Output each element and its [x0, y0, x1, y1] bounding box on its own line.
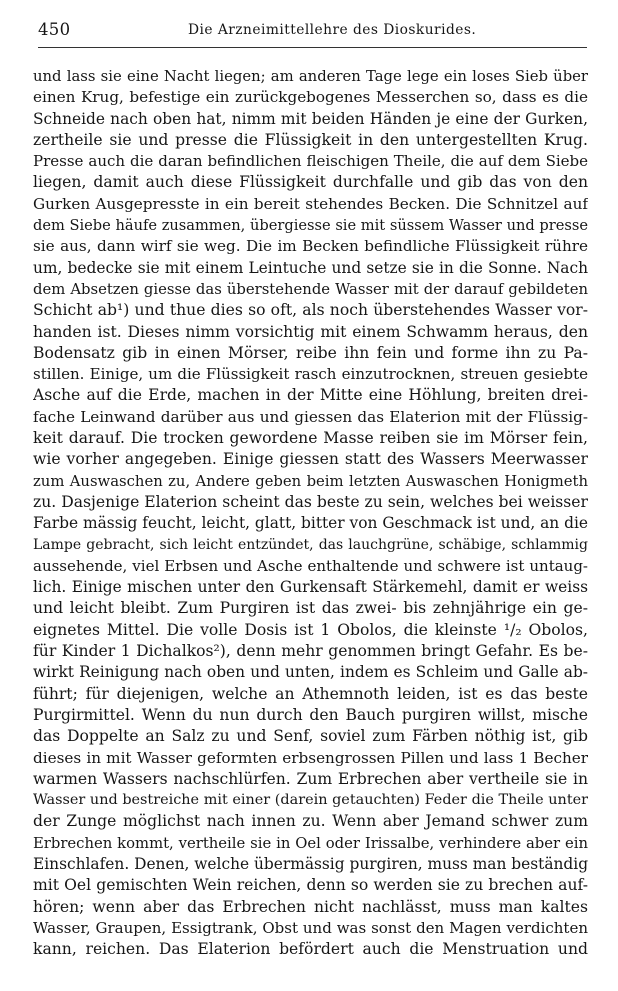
text-line: fache Leinwand darüber aus und giessen das Elaterion mit der Flüssig- — [33, 407, 588, 426]
body-text — [33, 66, 588, 960]
text-line: eignetes Mittel. Die volle Dosis ist 1 Obolos, die kleinste ¹/₂ Obolos, — [33, 620, 588, 639]
text-line: Einschlafen. Denen, welche übermässig purgiren, muss man beständig — [33, 854, 588, 873]
running-title: Die Arzneimittellehre des Dioskurides. — [188, 22, 477, 38]
text-line: Gurken Ausgepresste in ein bereit stehendes Becken. Die Schnitzel auf — [33, 194, 588, 213]
text-line: zertheile sie und presse die Flüssigkeit in den untergestellten Krug. — [33, 130, 588, 149]
text-line: führt; für diejenigen, welche an Athemnoth leiden, ist es das beste — [33, 684, 588, 703]
text-line: stillen. Einige, um die Flüssigkeit rasch einzutrocknen, streuen gesiebte — [33, 365, 588, 384]
text-line: wirkt Reinigung nach oben und unten, indem es Schleim und Galle ab- — [33, 663, 588, 682]
text-line: Asche auf die Erde, machen in der Mitte eine Höhlung, breiten drei- — [33, 386, 588, 405]
text-line: Wasser und bestreiche mit einer (darein getauchten) Feder die Theile unter — [33, 792, 588, 809]
text-line: Purgirmittel. Wenn du nun durch den Bauch purgiren willst, mische — [33, 705, 588, 724]
text-line: hören; wenn aber das Erbrechen nicht nachlässt, muss man kaltes — [33, 897, 588, 916]
text-line: aussehende, viel Erbsen und Asche enthaltende und schwere ist untaug- — [33, 556, 588, 575]
header-rule — [38, 47, 587, 48]
text-line: dieses in mit Wasser geformten erbsengrossen Pillen und lass 1 Becher — [33, 748, 588, 767]
text-line: Erbrechen kommt, vertheile sie in Oel oder Irissalbe, verhindere aber ein — [33, 834, 588, 852]
text-line: wie vorher angegeben. Einige giessen statt des Wassers Meerwasser — [33, 450, 588, 469]
page-number: 450 — [38, 20, 71, 39]
text-line: und lass sie eine Nacht liegen; am anderen Tage lege ein loses Sieb über — [33, 68, 588, 85]
text-line: für Kinder 1 Dichalkos²), denn mehr genommen bringt Gefahr. Es be- — [33, 642, 588, 661]
text-line: handen ist. Dieses nimm vorsichtig mit einem Schwamm heraus, den — [33, 322, 588, 341]
text-line: zum Auswaschen zu, Andere geben beim letzten Auswaschen Honigmeth — [33, 472, 588, 490]
text-line: und leicht bleibt. Zum Purgiren ist das zwei- bis zehnjährige ein ge- — [33, 599, 588, 618]
text-line: sie aus, dann wirf sie weg. Die im Becken befindliche Flüssigkeit rühre — [33, 237, 588, 256]
text-line: Presse auch die daran befindlichen fleischigen Theile, die auf dem Siebe — [33, 152, 588, 171]
text-line: einen Krug, befestige ein zurückgebogenes Messerchen so, dass es die — [33, 88, 588, 107]
text-line: Farbe mässig feucht, leicht, glatt, bitter von Geschmack ist und, an die — [33, 514, 588, 533]
text-line: Wasser, Graupen, Essigtrank, Obst und was sonst den Magen verdichten — [33, 918, 588, 937]
text-line: Schicht ab¹) und thue dies so oft, als noch überstehendes Wasser vor- — [33, 301, 588, 320]
page-header — [38, 20, 587, 44]
text-line: dem Siebe häufe zusammen, übergiesse sie mit süssem Wasser und presse — [33, 217, 588, 235]
text-line: mit Oel gemischten Wein reichen, denn so werden sie zu brechen auf- — [33, 876, 588, 895]
text-line: keit darauf. Die trocken gewordene Masse reiben sie im Mörser fein, — [33, 429, 588, 448]
text-line: der Zunge möglichst nach innen zu. Wenn aber Jemand schwer zum — [33, 812, 588, 831]
text-line: lich. Einige mischen unter den Gurkensaft Stärkemehl, damit er weiss — [33, 578, 588, 597]
text-line: liegen, damit auch diese Flüssigkeit durchfalle und gib das von den — [33, 173, 588, 192]
text-line: das Doppelte an Salz zu und Senf, soviel zum Färben nöthig ist, gib — [33, 727, 588, 746]
text-line: Lampe gebracht, sich leicht entzündet, das lauchgrüne, schäbige, schlammig — [33, 536, 588, 553]
text-line: Schneide nach oben hat, nimm mit beiden Händen je eine der Gurken, — [33, 109, 588, 128]
text-line: Bodensatz gib in einen Mörser, reibe ihn fein und forme ihn zu Pa- — [33, 343, 588, 362]
text-line: dem Absetzen giesse das überstehende Wasser mit der darauf gebildeten — [33, 280, 588, 298]
text-line: warmen Wassers nachschlürfen. Zum Erbrechen aber vertheile sie in — [33, 769, 588, 788]
text-line: kann, reichen. Das Elaterion befördert auch die Menstruation und — [33, 940, 588, 959]
text-line: zu. Dasjenige Elaterion scheint das beste zu sein, welches bei weisser — [33, 492, 588, 511]
text-line: um, bedecke sie mit einem Leintuche und setze sie in die Sonne. Nach — [33, 258, 588, 277]
